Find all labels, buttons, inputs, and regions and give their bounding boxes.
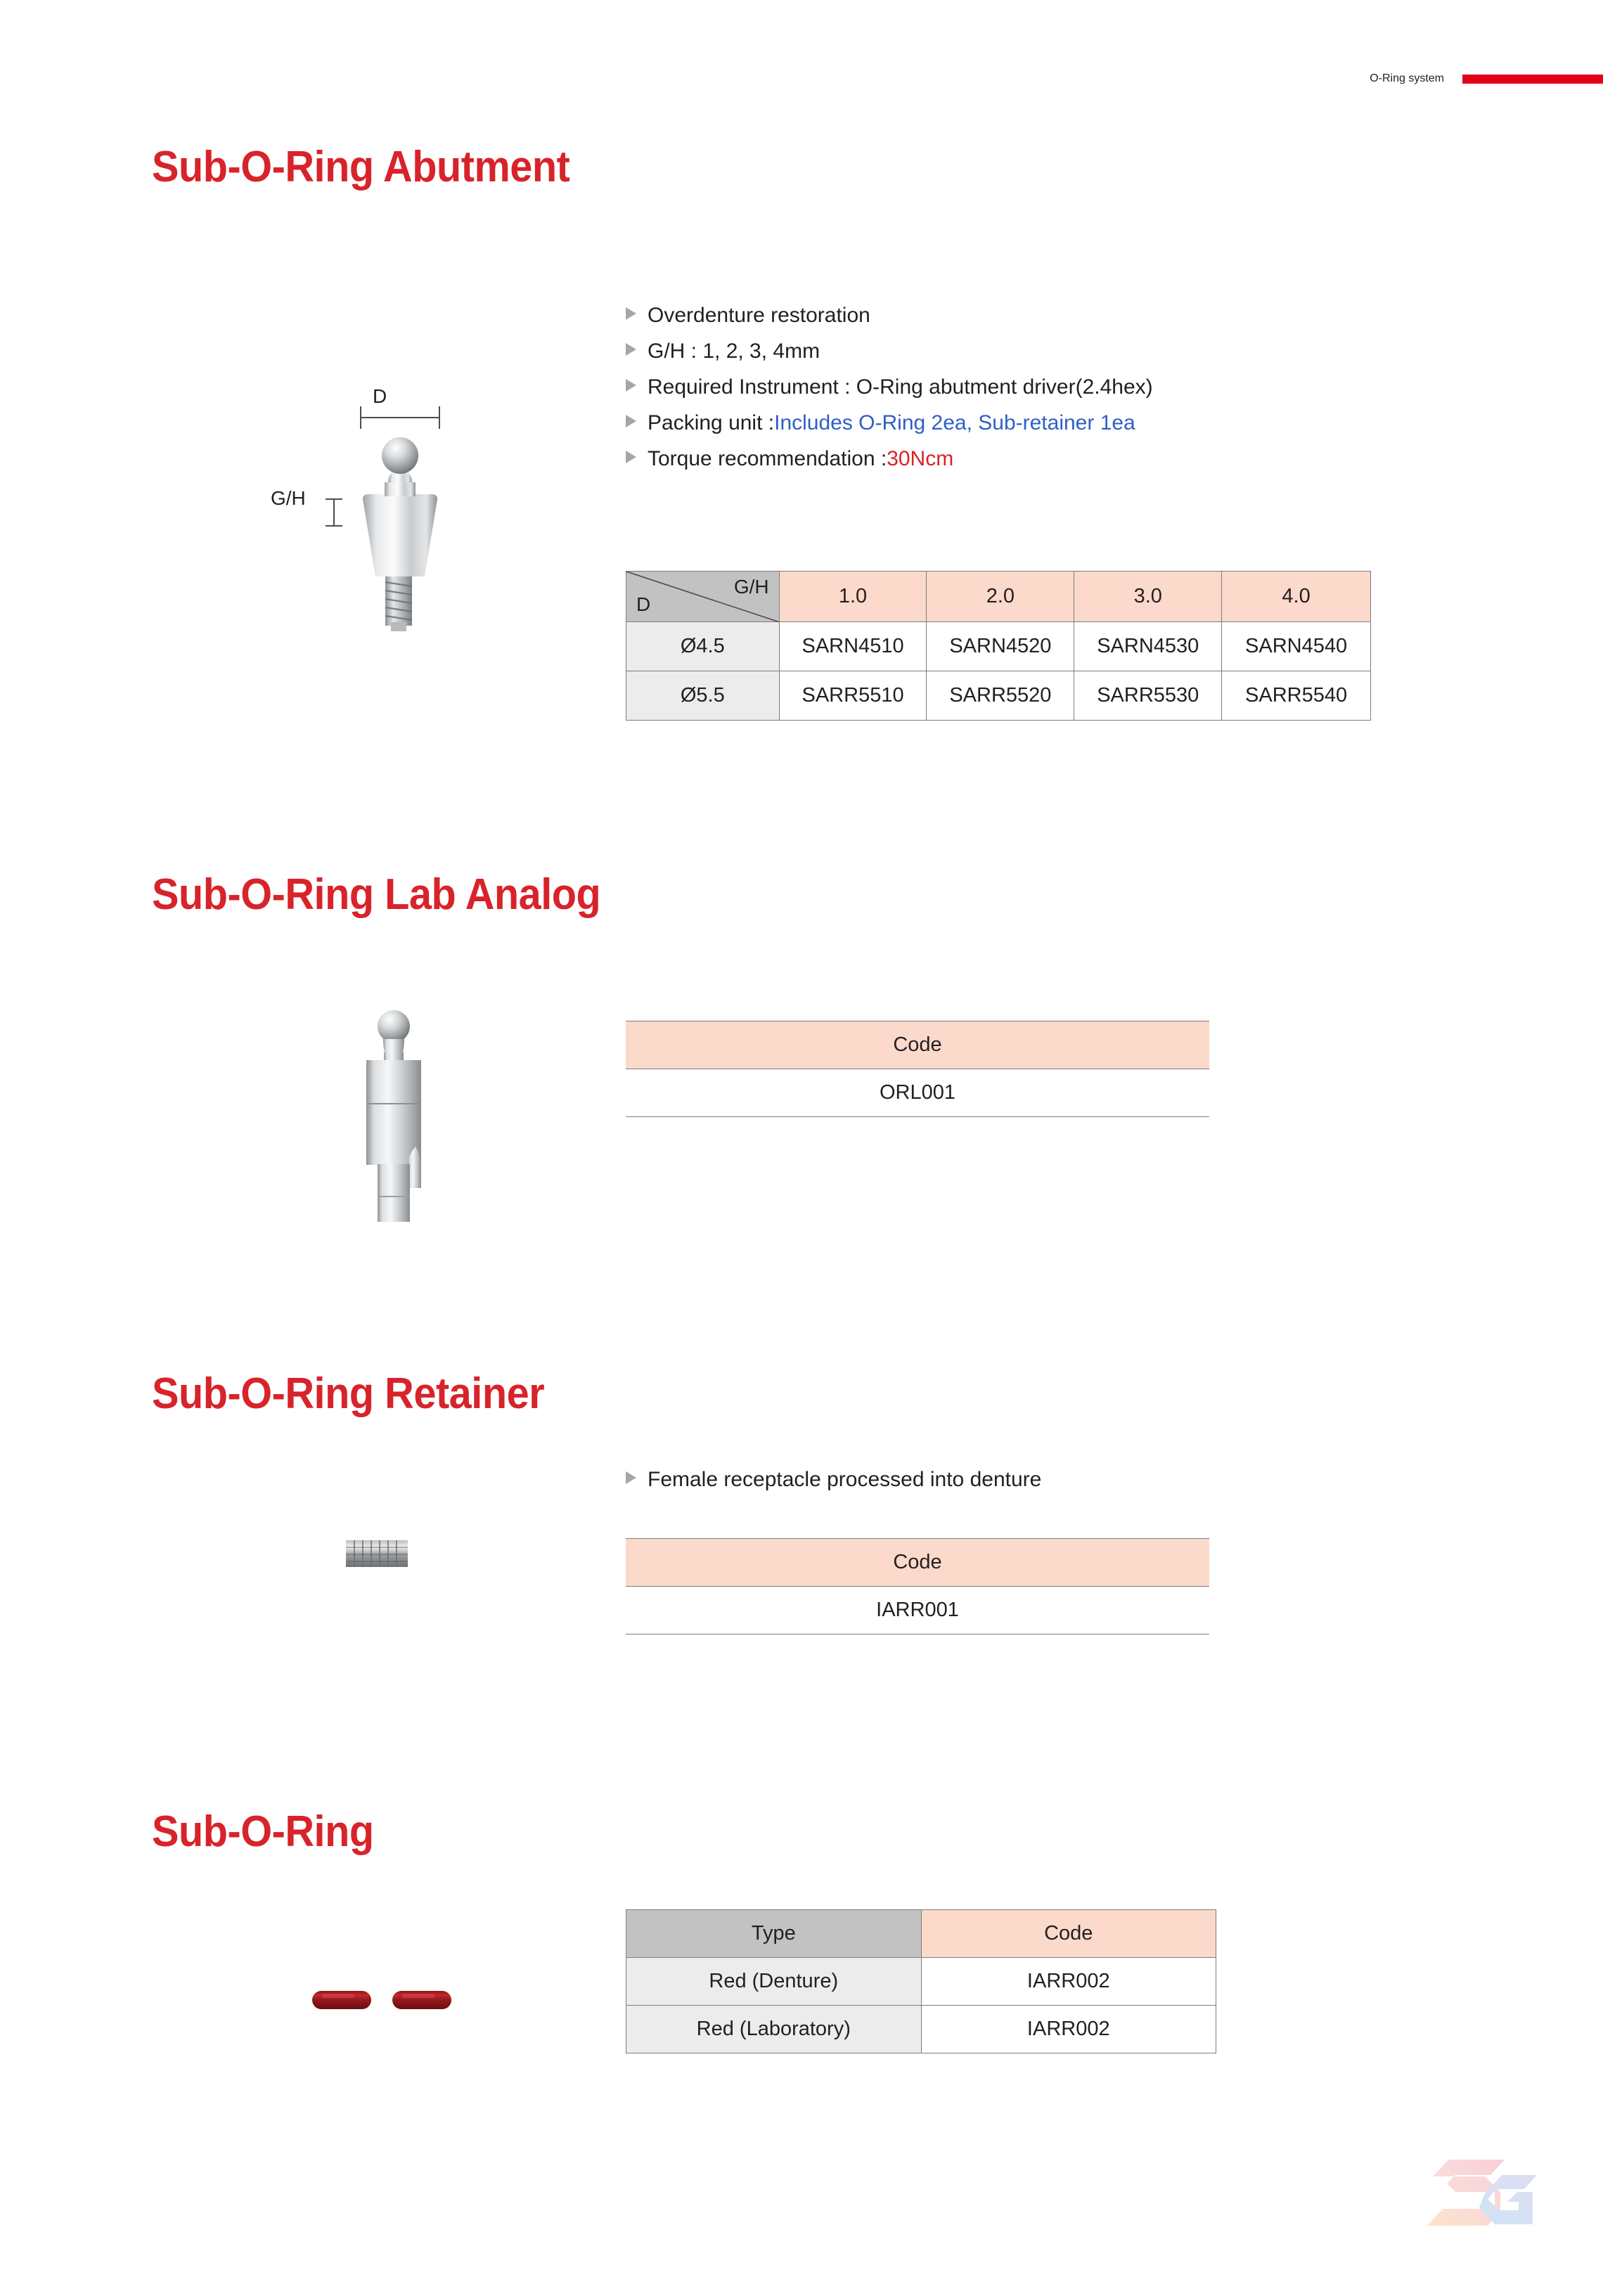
table-header-row xyxy=(626,1021,1209,1069)
lab-analog-figure xyxy=(337,984,450,1223)
o-ring-left xyxy=(312,1991,371,2009)
triangle-bullet-icon xyxy=(626,451,636,463)
table-cell: IARR001 xyxy=(626,1587,1209,1634)
table-row xyxy=(626,2006,1216,2053)
row-header: Ø5.5 xyxy=(626,671,780,721)
table-cell: SARR5510 xyxy=(779,671,927,721)
list-item-highlight: 30Ncm xyxy=(887,447,954,470)
analog-upper-body xyxy=(366,1060,421,1104)
table-cell: SARR5530 xyxy=(1074,671,1222,721)
corner-row-label: D xyxy=(636,593,651,615)
retainer-body xyxy=(346,1540,408,1567)
triangle-bullet-icon xyxy=(626,343,636,356)
section-title-o-ring: Sub-O-Ring xyxy=(152,1807,374,1856)
column-header: Code xyxy=(626,1021,1209,1069)
dimension-line-gh xyxy=(326,499,342,526)
section-title-abutment: Sub-O-Ring Abutment xyxy=(152,142,570,191)
sg-logo xyxy=(1412,2151,1538,2234)
column-header: Code xyxy=(626,1539,1209,1587)
dimension-line-d xyxy=(361,406,439,429)
table-cell: SARR5540 xyxy=(1222,671,1371,721)
list-item xyxy=(626,447,1153,471)
table-cell: SARN4510 xyxy=(779,622,927,671)
triangle-bullet-icon xyxy=(626,1471,636,1484)
abutment-body xyxy=(363,494,437,576)
figure-label-gh: G/H xyxy=(271,487,306,509)
list-item-label: Torque recommendation : xyxy=(648,447,887,470)
table-cell: SARR5520 xyxy=(927,671,1074,721)
row-header: Ø4.5 xyxy=(626,622,780,671)
abutment-bullet-list xyxy=(626,304,1153,483)
analog-stem xyxy=(378,1164,410,1195)
table-cell: Red (Laboratory) xyxy=(626,2006,922,2053)
table-cell: SARN4530 xyxy=(1074,622,1222,671)
list-item-label: G/H : 1, 2, 3, 4mm xyxy=(648,340,820,363)
list-item xyxy=(626,340,1153,363)
table-corner-cell xyxy=(626,572,780,622)
retainer-bullet-list xyxy=(626,1468,1041,1504)
o-ring-right xyxy=(392,1991,451,2009)
section-title-lab-analog: Sub-O-Ring Lab Analog xyxy=(152,870,601,919)
table-row xyxy=(626,671,1371,721)
table-header-row xyxy=(626,572,1371,622)
retainer-code-table xyxy=(626,1538,1209,1634)
o-ring-type-table xyxy=(626,1909,1216,2053)
table-header-row xyxy=(626,1910,1216,1958)
abutment-collar xyxy=(385,482,416,496)
abutment-ball xyxy=(382,437,418,474)
table-cell: IARR002 xyxy=(921,1958,1216,2006)
column-header: 2.0 xyxy=(927,572,1074,622)
triangle-bullet-icon xyxy=(626,307,636,320)
abutment-screw xyxy=(385,576,412,631)
list-item-label: Female receptacle processed into denture xyxy=(648,1468,1042,1491)
header-rule xyxy=(1462,75,1603,84)
table-cell: Red (Denture) xyxy=(626,1958,922,2006)
table-row xyxy=(626,622,1371,671)
list-item xyxy=(626,1468,1041,1492)
list-item xyxy=(626,375,1153,399)
table-cell: IARR002 xyxy=(921,2006,1216,2053)
column-header: Code xyxy=(921,1910,1216,1958)
column-header: Type xyxy=(626,1910,922,1958)
list-item xyxy=(626,304,1153,328)
table-row xyxy=(626,1587,1209,1634)
o-ring-figure xyxy=(309,1982,464,2018)
list-item-highlight: Includes O-Ring 2ea, Sub-retainer 1ea xyxy=(774,411,1135,434)
retainer-figure xyxy=(343,1536,411,1571)
figure-label-d: D xyxy=(373,385,387,407)
lab-analog-code-table xyxy=(626,1021,1209,1117)
column-header: 1.0 xyxy=(779,572,927,622)
triangle-bullet-icon xyxy=(626,415,636,427)
table-row xyxy=(626,1069,1209,1117)
table-cell: ORL001 xyxy=(626,1069,1209,1117)
triangle-bullet-icon xyxy=(626,379,636,392)
table-cell: SARN4540 xyxy=(1222,622,1371,671)
list-item-label: Overdenture restoration xyxy=(648,304,870,327)
list-item-label: Packing unit : xyxy=(648,411,775,434)
corner-col-label: G/H xyxy=(733,576,769,598)
page-header xyxy=(0,65,1603,93)
column-header: 3.0 xyxy=(1074,572,1222,622)
table-row xyxy=(626,1958,1216,2006)
list-item xyxy=(626,411,1153,435)
analog-ball xyxy=(378,1010,410,1043)
section-title-retainer: Sub-O-Ring Retainer xyxy=(152,1369,545,1418)
header-label: O-Ring system xyxy=(1370,72,1444,84)
table-cell: SARN4520 xyxy=(927,622,1074,671)
table-header-row xyxy=(626,1539,1209,1587)
list-item-label: Required Instrument : O-Ring abutment driver(2.4hex) xyxy=(648,375,1153,399)
abutment-spec-table xyxy=(626,571,1371,721)
column-header: 4.0 xyxy=(1222,572,1371,622)
